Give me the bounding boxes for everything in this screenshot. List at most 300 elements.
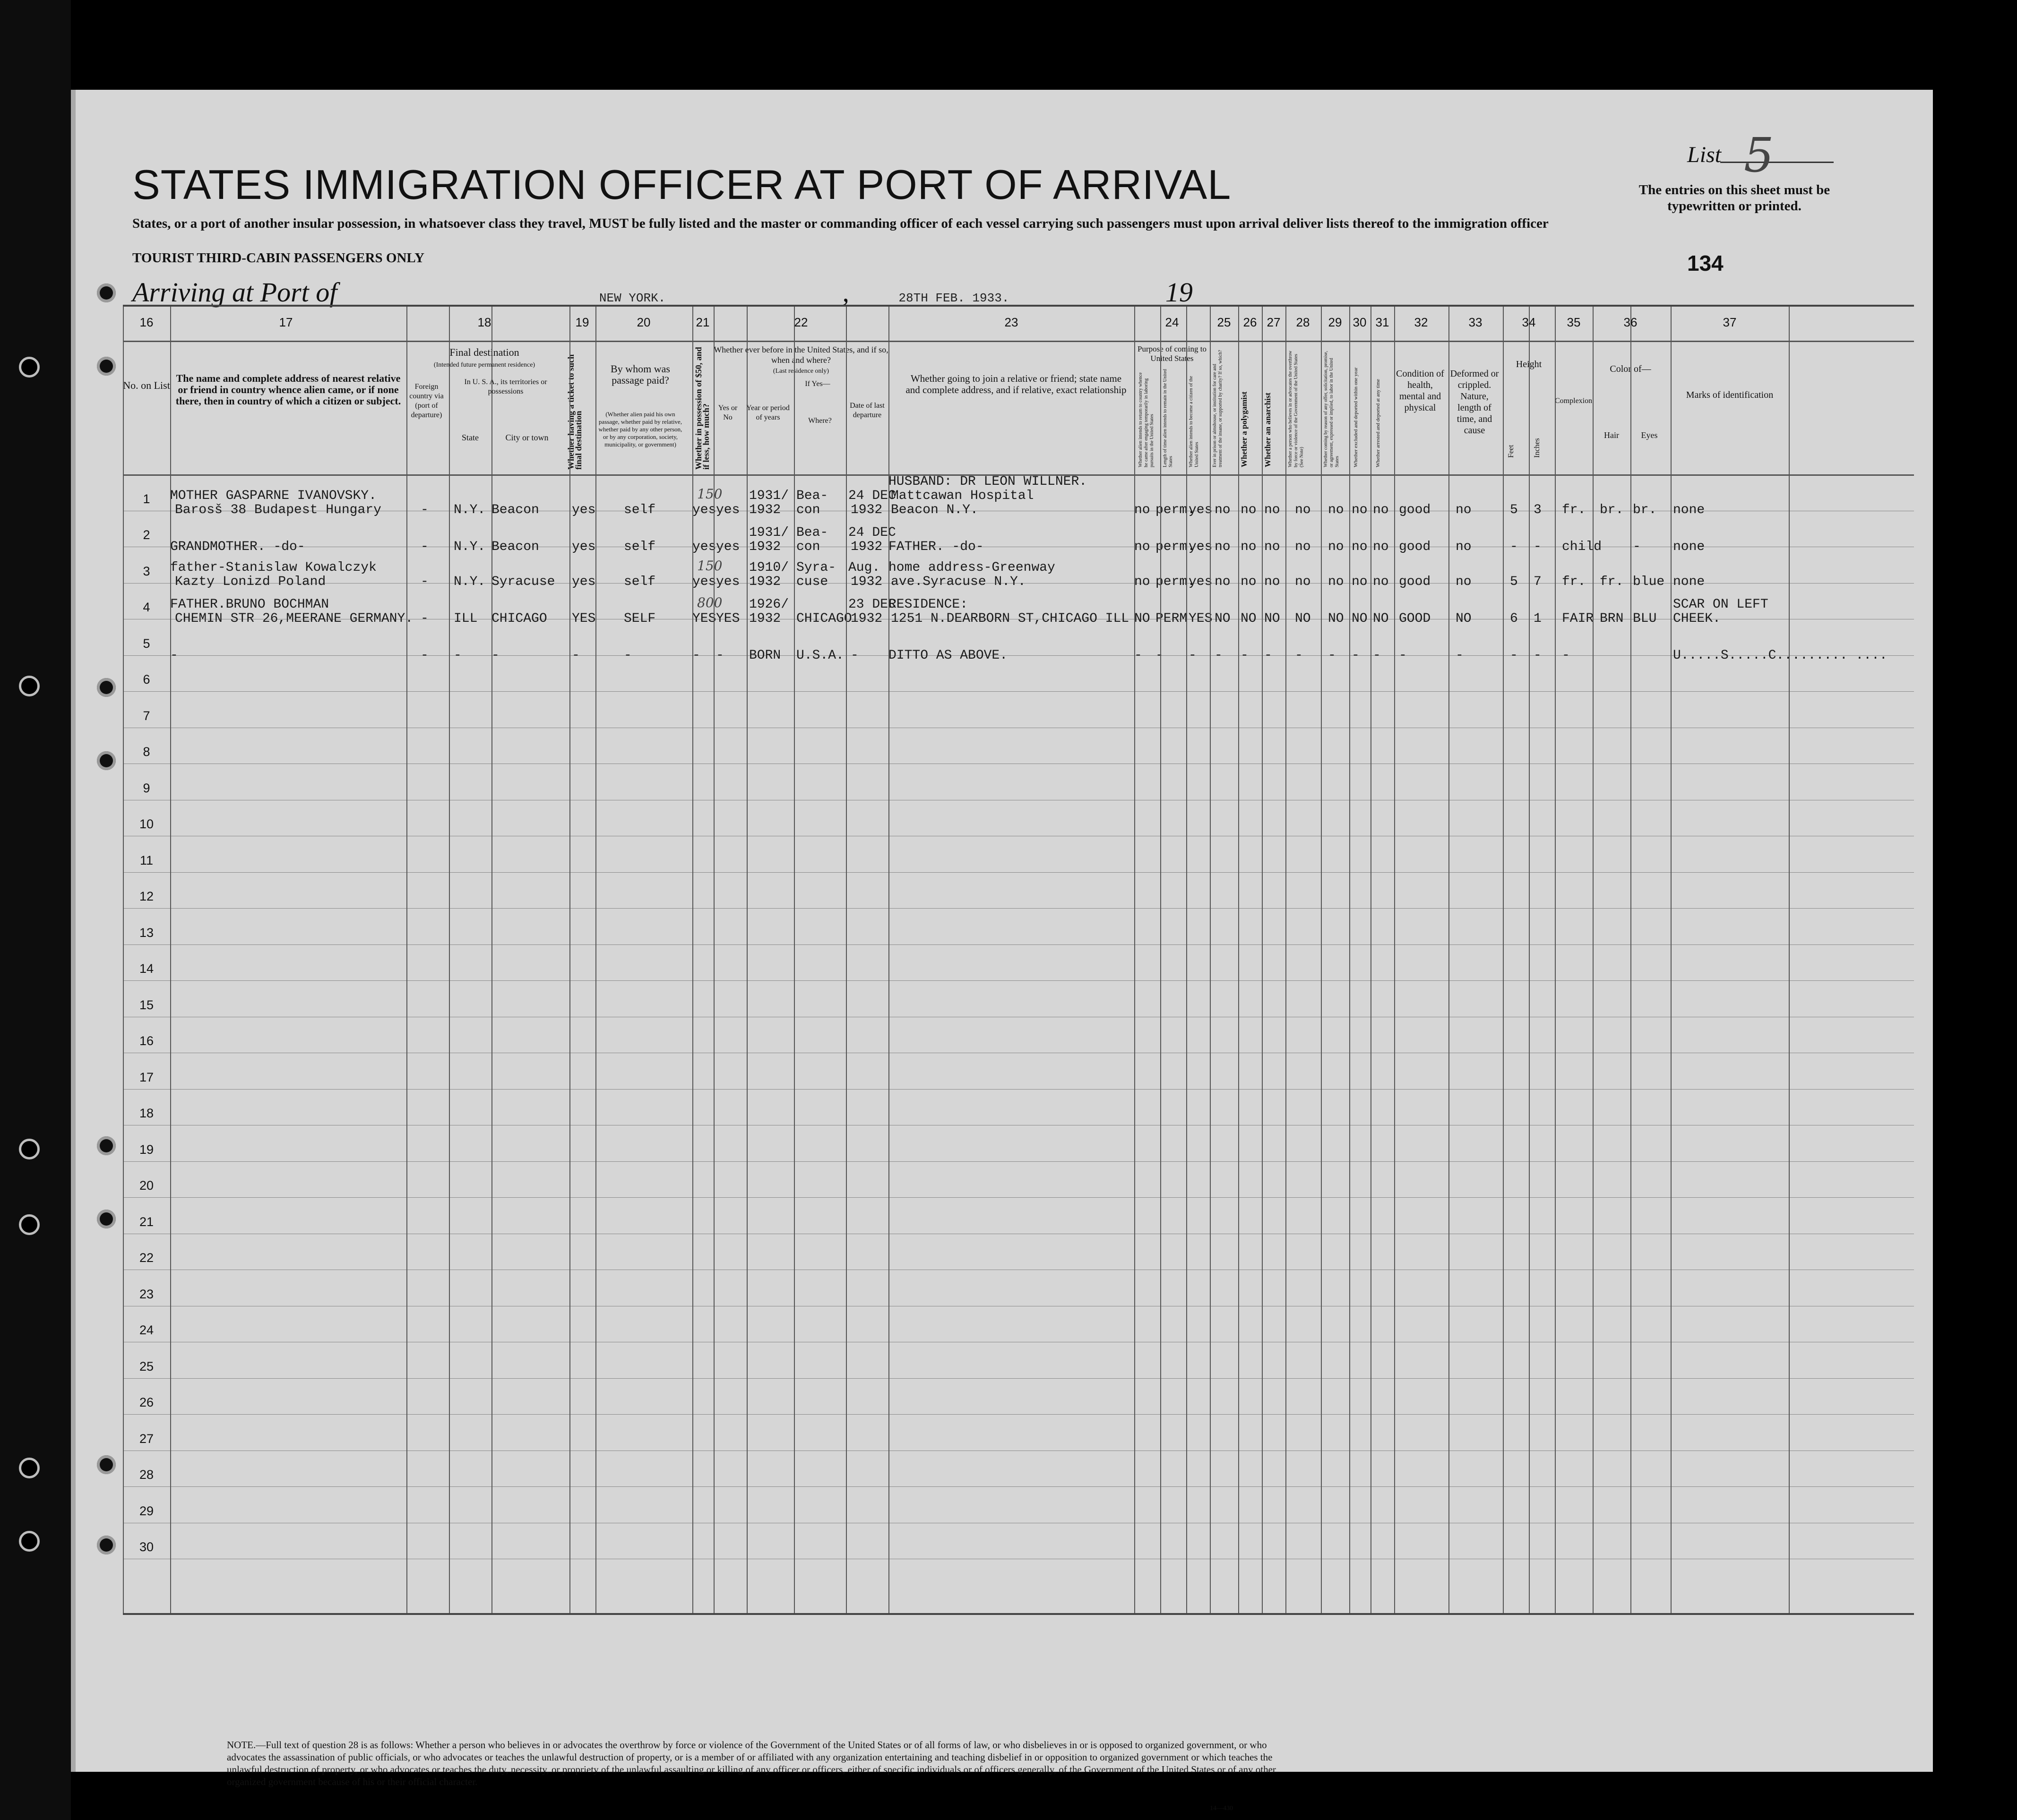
relative-name: FATHER.BRUNO BOCHMAN [170,597,329,612]
punch-hole [97,357,116,376]
deformed-flag: no [1456,503,1472,517]
row-number: 10 [139,817,154,831]
column-number: 22 [794,315,808,329]
col28-header: Whether a person who believes in or advocates the overthrow by force or violence of the Government of the United States (See Note) [1288,351,1304,467]
manifest-table [123,305,1914,1615]
intends-citizen: yes [1189,575,1213,589]
row-number: 16 [139,1034,154,1048]
ticket-flag: YES [572,611,596,626]
column-rule [846,307,847,1613]
joining-relative: DITTO AS ABOVE. [888,648,1008,663]
row-rule [123,1486,1914,1487]
destination-city: Beacon [491,503,539,517]
previous-visit-flag: YES [716,611,740,626]
row-rule [123,1161,1914,1162]
binding-hole [19,1214,40,1235]
col20-note: (Whether alien paid his own passage, whether paid by relative, whether paid by any other person, or by any corporation, society, municipality, or government) [598,411,682,448]
height-inches: 3 [1534,503,1542,517]
column-number: 16 [139,315,154,329]
row-number: 5 [143,636,150,651]
column-rule [1448,307,1449,1613]
prison-flag: no [1215,575,1231,589]
intends-citizen: yes [1189,503,1213,517]
identification-marks: none [1673,575,1705,589]
manifest-sheet [71,90,1933,1812]
identification-marks: U.....S.....C......... .... [1673,648,1888,663]
relative-name: - [170,648,178,663]
overthrow-flag: - [1295,648,1303,663]
height-inches: 7 [1534,575,1542,589]
punch-hole [97,751,116,770]
anarchist-flag: no [1264,540,1280,554]
col20-header: By whom was passage paid? [611,363,670,386]
length-of-stay: perm. [1155,540,1196,554]
row-number: 17 [139,1070,154,1084]
col24-length: Length of time alien intends to remain in the United States [1163,369,1173,467]
relative-address: Kazty Lonizd Poland [175,575,326,589]
identification-marks: none [1673,503,1705,517]
visit-years: 1932 [749,611,781,626]
row-number: 12 [139,889,154,903]
row-rule [123,980,1914,981]
row-rule [123,908,1914,909]
row-number: 19 [139,1142,154,1157]
joining-relative: HUSBAND: DR LEON WILLNER. [888,474,1087,489]
departure-year: 1932 [851,575,883,589]
destination-city: CHICAGO [491,611,547,626]
row-rule [123,1414,1914,1415]
excluded-flag: NO [1352,611,1368,626]
joining-relative: FATHER. -do- [888,540,984,554]
list-label: List [1687,142,1722,167]
departure-date: 24 DEC [848,525,896,540]
departure-date: Aug. [848,560,880,575]
previous-visit-flag: - [716,648,724,663]
complexion: fr. [1562,503,1586,517]
height-feet: 5 [1510,575,1518,589]
ticket-flag: yes [572,503,596,517]
row-rule [123,1089,1914,1090]
row-rule [123,1378,1914,1379]
destination-state: N.Y. [454,540,486,554]
height-feet: - [1510,648,1518,663]
visit-where: con [796,540,820,554]
intends-return: no [1134,575,1150,589]
row-number: 28 [139,1468,154,1482]
col33-header: Deformed or crippled. Nature, length of time, and cause [1450,369,1499,436]
column-number: 36 [1623,315,1638,329]
year-prefix: 19 [1165,277,1193,308]
length-of-stay: PERM [1155,611,1188,626]
col23-header: Whether going to join a relative or friend; state name and complete address, and if relative, exact relationship [905,373,1127,395]
ticket-flag: yes [572,540,596,554]
column-rule [1285,307,1286,1613]
joining-relative: RESIDENCE: [888,597,968,612]
passage-paid-by: self [624,503,656,517]
col29-header: Whether coming by reason of any offer, solicitation, promise, or agreement, expressed or implied, to labor in the United States [1323,351,1340,467]
column-rule [1789,307,1790,1613]
destination-state: N.Y. [454,503,486,517]
column-number: 21 [696,315,710,329]
row-number: 26 [139,1395,154,1409]
money-note: 150 [697,486,723,502]
overthrow-flag: no [1295,575,1311,589]
arriving-line: Arriving at Port of NEW YORK. , 28TH FEB. 1933. 19 [132,277,1193,308]
column-number: 32 [1414,315,1428,329]
column-number: 18 [477,315,491,329]
column-rule [1262,307,1263,1613]
column-number: 19 [575,315,589,329]
list-number: 5 [1744,128,1774,183]
col34-header: Height [1516,359,1542,369]
row-number: 24 [139,1323,154,1337]
row-number: 4 [143,600,150,614]
binding-hole [19,1139,40,1159]
visit-where: Bea- [796,489,828,503]
departure-year: 1932 [851,540,883,554]
col34-feet: Feet [1507,445,1515,458]
prison-flag: NO [1215,611,1231,626]
row-number: 18 [139,1106,154,1120]
deported-flag: no [1373,503,1389,517]
anarchist-flag: NO [1264,611,1280,626]
visit-where: cuse [796,575,828,589]
column-number: 33 [1468,315,1483,329]
row-number: 20 [139,1178,154,1193]
ticket-flag: - [572,648,580,663]
column-number: 28 [1296,315,1310,329]
page-subtitle: States, or a port of another insular possession, in whatsoever class they travel, MUST be fully listed and the master or commanding officer of each vessel carrying such passengers must upon arrival deliver lists thereof to the immigration officer [132,216,1549,231]
column-number: 17 [279,315,293,329]
row-rule [123,1197,1914,1198]
joining-address: Mattcawan Hospital [891,489,1034,503]
col22-date: Date of last departure [850,402,885,419]
row-rule [123,655,1914,656]
foreign-port: - [421,648,429,663]
departure-date: 24 DEC [848,489,896,503]
row-number: 9 [143,781,150,795]
col18-foreign: Foreign country via (port of departure) [409,383,444,419]
complexion: fr. [1562,575,1586,589]
relative-name: GRANDMOTHER. -do- [170,540,305,554]
row-number: 30 [139,1540,154,1554]
binding-hole [19,676,40,696]
polygamist-flag: no [1241,575,1257,589]
height-inches: - [1534,540,1542,554]
arrival-date: 28TH FEB. 1933. [898,291,1009,305]
col22-where: Where? [808,417,832,425]
identification-marks: CHEEK. [1673,611,1721,626]
col22-note: (Last residence only) [773,368,829,375]
excluded-flag: - [1352,648,1360,663]
col22-ifyes: If Yes— [805,380,830,388]
ticket-flag: yes [572,575,596,589]
column-rule [170,307,171,1613]
row-number: 7 [143,708,150,723]
column-number: 29 [1328,315,1342,329]
labor-contract-flag: - [1328,648,1336,663]
list-underline [1720,162,1834,163]
intends-return: no [1134,503,1150,517]
labor-contract-flag: no [1328,575,1344,589]
row-number: 29 [139,1503,154,1518]
health-condition: good [1399,503,1431,517]
complexion: - [1562,648,1570,663]
money-flag: YES [692,611,716,626]
col27-header: Whether an anarchist [1263,392,1272,467]
labor-contract-flag: no [1328,503,1344,517]
deformed-flag: no [1456,575,1472,589]
polygamist-flag: no [1241,540,1257,554]
col22-header: Whether ever before in the United States, and if so, when and where? [714,345,888,365]
col24-return: Whether alien intends to return to country whence he came after engaging temporarily in laboring pursuits in the United States [1138,372,1155,467]
column-rule [491,307,492,1613]
length-of-stay: perm. [1155,503,1196,517]
column-rule [1210,307,1211,1613]
height-feet: 5 [1510,503,1518,517]
money-note: 800 [697,595,723,610]
polygamist-flag: no [1241,503,1257,517]
foreign-port: - [421,611,429,626]
foreign-port: - [421,503,429,517]
polygamist-flag: NO [1241,611,1257,626]
foreign-port: - [421,540,429,554]
row-number: 25 [139,1359,154,1374]
punch-hole [97,1536,116,1554]
passage-paid-by: self [624,575,656,589]
identification-marks: none [1673,540,1705,554]
column-rule [794,307,795,1613]
col36-eyes: Eyes [1641,430,1658,440]
length-of-stay: perm. [1155,575,1196,589]
deported-flag: - [1373,648,1381,663]
anarchist-flag: - [1264,648,1272,663]
column-rule [1630,307,1631,1613]
visit-where: U.S.A. [796,648,844,663]
destination-city: Syracuse [491,575,555,589]
height-feet: - [1510,540,1518,554]
length-of-stay: - [1155,648,1164,663]
passage-paid-by: - [624,648,632,663]
column-rule [449,307,450,1613]
identification-marks: SCAR ON LEFT [1673,597,1768,612]
column-rule [406,307,407,1613]
col32-header: Condition of health, mental and physical [1396,369,1444,413]
column-rule [1238,307,1239,1613]
destination-state: N.Y. [454,575,486,589]
column-rule [888,307,889,1613]
column-number: 23 [1004,315,1018,329]
column-rule [569,307,570,1613]
hair-color: br. [1600,503,1624,517]
visit-years: 1931/ [749,489,789,503]
footnote: NOTE.—Full text of question 28 is as follows: Whether a person who believes in or advocates the overthrow by force or violence of the Government of the United States or of all forms of law, or who disbelieves in or is opposed to organized government, or who advocates the assassination of public officials, or who advocates or teaches the unlawful destruction of property, or is a member of or affiliated with any organization entertaining and teaching disbelief in or opposition to organized government or which teaches the unlawful destruction of property, or who advocates or teaches the duty, necessity, or propriety of the unlawful assaulting or killing of any officer or officers, either of specific individuals or of officers generally, of the Government of the United States or of any other organized government because of his or their official character. [227,1739,1276,1787]
column-rule [1186,307,1187,1613]
relative-name: father-Stanislaw Kowalczyk [170,560,377,575]
money-flag: yes [692,503,716,517]
column-number: 25 [1217,315,1231,329]
eye-color: - [1633,540,1641,554]
relative-address: CHEMIN STR 26,MEERANE GERMANY. [175,611,414,626]
row-number: 11 [139,853,154,867]
previous-visit-flag: yes [716,503,740,517]
column-number: 35 [1567,315,1581,329]
intends-citizen: YES [1189,611,1213,626]
column-rule [714,307,715,1613]
row-rule [123,872,1914,873]
row-number: 13 [139,925,154,940]
passage-paid-by: SELF [624,611,656,626]
visit-years: 1926/ [749,597,789,612]
col26-header: Whether a polygamist [1240,391,1249,467]
row-number: 15 [139,997,154,1012]
eye-color: br. [1633,503,1657,517]
height-inches: 1 [1534,611,1542,626]
relative-address: Barosš 38 Budapest Hungary [175,503,381,517]
visit-where: con [796,503,820,517]
money-flag: yes [692,575,716,589]
departure-year: 1932 [851,611,883,626]
col35-header: Complexion [1555,397,1593,405]
column-rule [1321,307,1322,1613]
joining-address: Beacon N.Y. [891,503,978,517]
destination-state: ILL [454,611,478,626]
col18-note: (Intended future permanent residence) [433,361,535,369]
column-rule [1349,307,1350,1613]
labor-contract-flag: no [1328,540,1344,554]
column-number: 27 [1267,315,1281,329]
column-number: 30 [1353,315,1367,329]
row-rule [123,944,1914,945]
col17-header: The name and complete address of nearest relative or friend in country whence alien came, or if none there, then in country of which a citizen or subject. [175,372,401,407]
col31-header: Whether arrested and deported at any time [1375,379,1381,467]
eye-color: BLU [1633,611,1657,626]
column-rule [747,307,748,1613]
binding-hole [19,357,40,378]
destination-city: - [491,648,500,663]
column-number: 24 [1165,315,1179,329]
punch-hole [97,1210,116,1228]
previous-visit-flag: yes [716,540,740,554]
departure-date: 23 DEC [848,597,896,612]
visit-years: 1910/ [749,560,789,575]
sheet-number: 134 [1687,251,1724,275]
punch-hole [97,1455,116,1474]
column-rule [1503,307,1504,1613]
column-rule [1671,307,1672,1613]
column-rule [1394,307,1395,1613]
row-number: 3 [143,564,150,578]
money-note: 150 [697,558,723,574]
excluded-flag: no [1352,575,1368,589]
labor-contract-flag: NO [1328,611,1344,626]
col34-inches: Inches [1533,438,1541,458]
col18-header: Final destination [449,346,519,358]
column-rule [1160,307,1161,1613]
intends-return: - [1134,648,1142,663]
col25-header: Ever in prison or almshouse, or institution for care and treatment of the insane, or supported by charity? If so, which? [1212,350,1223,467]
column-number: 20 [637,315,651,329]
column-rule [1555,307,1556,1613]
col37-header: Marks of identification [1686,390,1774,400]
col22-yesno: Yes or No [718,404,738,421]
row-number: 1 [143,491,150,506]
visit-years: 1931/ [749,525,789,540]
polygamist-flag: - [1241,648,1249,663]
intends-citizen: - [1189,648,1197,663]
col18-city: City or town [505,433,549,442]
row-number: 22 [139,1251,154,1265]
binding-hole [19,1458,40,1478]
column-rule [595,307,596,1613]
intends-return: NO [1134,611,1150,626]
deformed-flag: no [1456,540,1472,554]
col16-header: No. on List [123,379,170,391]
visit-where: CHICAGO [796,611,852,626]
hair-color: fr. [1600,575,1624,589]
hair-color: BRN [1600,611,1624,626]
deformed-flag: NO [1456,611,1472,626]
col24-header: Purpose of coming to United States [1138,344,1207,363]
height-feet: 6 [1510,611,1518,626]
col18-state: State [462,433,479,442]
punch-hole [97,1136,116,1155]
joining-relative: home address-Greenway [888,560,1055,575]
anarchist-flag: no [1264,503,1280,517]
row-number: 8 [143,745,150,759]
health-condition: good [1399,575,1431,589]
row-number: 6 [143,672,150,687]
destination-state: - [454,648,462,663]
visit-years: 1932 [749,503,781,517]
destination-city: Beacon [491,540,539,554]
overthrow-flag: no [1295,503,1311,517]
deported-flag: no [1373,575,1389,589]
visit-years: BORN [749,648,781,663]
binding-hole [19,1531,40,1552]
eye-color: blue [1633,575,1665,589]
col19-header: Whether having a ticket to such final destination [566,354,583,470]
visit-years: 1932 [749,575,781,589]
foreign-port: - [421,575,429,589]
column-number: 37 [1723,315,1737,329]
prison-flag: no [1215,503,1231,517]
port-value: NEW YORK. [599,291,666,305]
health-condition: GOOD [1399,611,1431,626]
column-rule [1529,307,1530,1613]
complexion: child [1562,540,1602,554]
column-rule [1593,307,1594,1613]
money-flag: - [692,648,700,663]
health-condition: good [1399,540,1431,554]
joining-address: ave.Syracuse N.Y. [891,575,1026,589]
row-number: 23 [139,1287,154,1301]
col22-year: Year or period of years [746,404,790,421]
visit-where: Bea- [796,525,828,540]
deported-flag: NO [1373,611,1389,626]
departure-year: - [851,648,859,663]
punch-hole [97,678,116,697]
row-number: 2 [143,528,150,542]
intends-return: no [1134,540,1150,554]
row-rule [123,691,1914,692]
form-code: 14—430 [1210,1805,1233,1812]
passage-paid-by: self [624,540,656,554]
header-divider [123,341,1914,342]
overthrow-flag: no [1295,540,1311,554]
row-number: 27 [139,1431,154,1446]
departure-year: 1932 [851,503,883,517]
